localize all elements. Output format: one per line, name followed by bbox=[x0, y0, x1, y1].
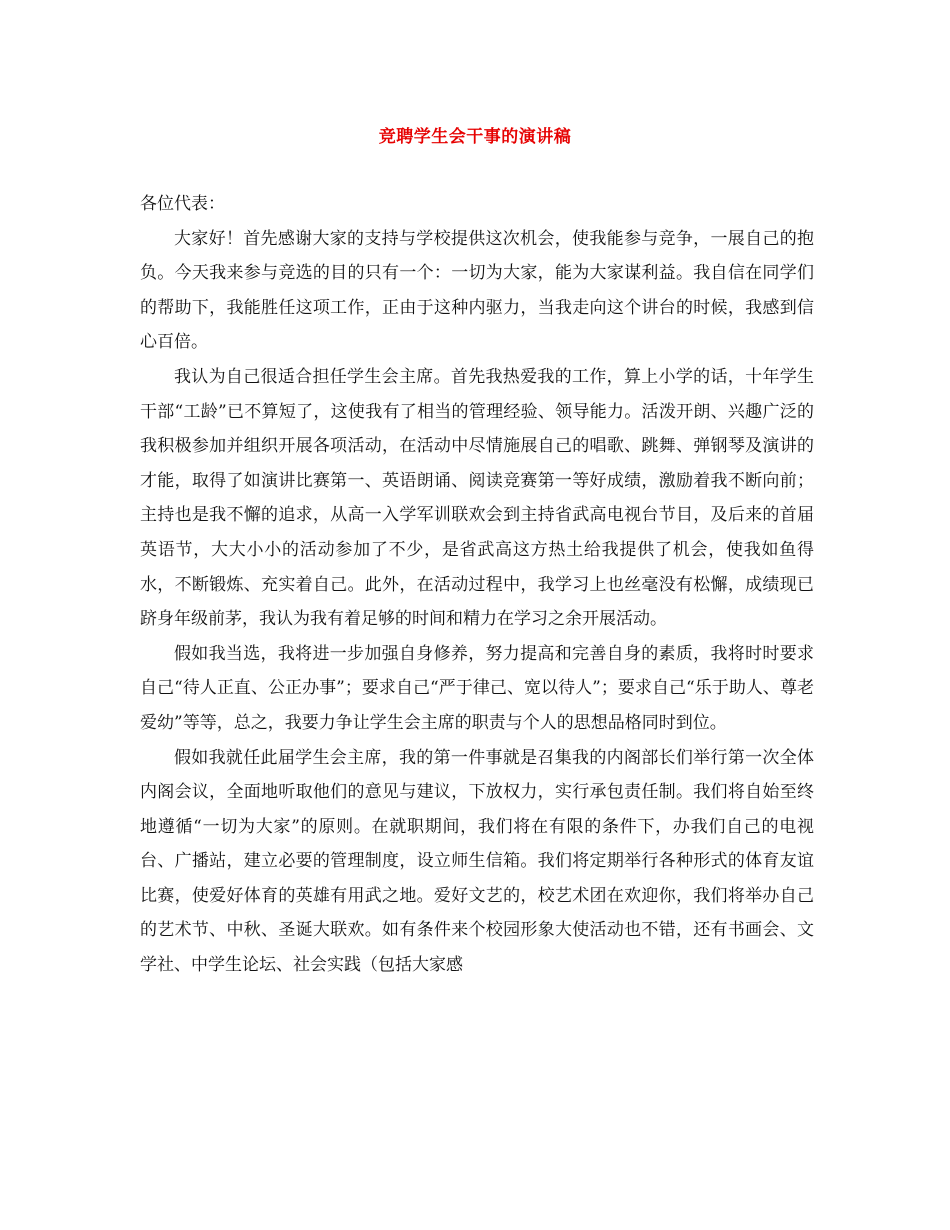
paragraph-opening: 大家好！首先感谢大家的支持与学校提供这次机会，使我能参与竞争，一展自己的抱负。今天我来参与竞选的目的只有一个：一切为大家，能为大家谋利益。我自信在同学们的帮助下，我能胜任这项工作，正由于这种内驱力，当我走向这个讲台的时候，我感到信心百倍。 bbox=[140, 228, 814, 353]
greeting-line: 各位代表： bbox=[140, 194, 225, 214]
paragraph-commitment: 假如我当选，我将进一步加强自身修养，努力提高和完善自身的素质，我将时时要求自己“待人正直、公正办事”；要求自己“严于律己、宽以待人”；要求自己“乐于助人、尊老爱幼”等等，总之，我要力争让学生会主席的职责与个人的思想品格同时到位。 bbox=[140, 643, 814, 733]
paragraph-plans: 假如我就任此届学生会主席，我的第一件事就是召集我的内阁部长们举行第一次全体内阁会议，全面地听取他们的意见与建议，下放权力，实行承包责任制。我们将自始至终地遵循“一切为大家”的原则。在就职期间，我们将在有限的条件下，办我们自己的电视台、广播站，建立必要的管理制度，设立师生信箱。我们将定期举行各种形式的体育友谊比赛，使爱好体育的英雄有用武之地。爱好文艺的，校艺术团在欢迎你，我们将举办自己的艺术节、中秋、圣诞大联欢。如有条件来个校园形象大使活动也不错，还有书画会、文学社、中学生论坛、社会实践（包括大家感 bbox=[140, 747, 814, 976]
document-title: 竞聘学生会干事的演讲稿 bbox=[378, 127, 572, 147]
paragraph-qualifications: 我认为自己很适合担任学生会主席。首先我热爱我的工作，算上小学的话，十年学生干部“工龄”已不算短了，这使我有了相当的管理经验、领导能力。活泼开朗、兴趣广泛的我积极参加并组织开展各项活动，在活动中尽情施展自己的唱歌、跳舞、弹钢琴及演讲的才能，取得了如演讲比赛第一、英语朗诵、阅读竞赛第一等好成绩，激励着我不断向前；主持也是我不懈的追求，从高一入学军训联欢会到主持省武高电视台节目，及后来的首届英语节，大大小小的活动参加了不少，是省武高这方热土给我提供了机会，使我如鱼得水，不断锻炼、充实着自己。此外，在活动过程中，我学习上也丝毫没有松懈，成绩现已跻身年级前茅，我认为我有着足够的时间和精力在学习之余开展活动。 bbox=[140, 366, 814, 630]
document-body bbox=[140, 187, 814, 983]
